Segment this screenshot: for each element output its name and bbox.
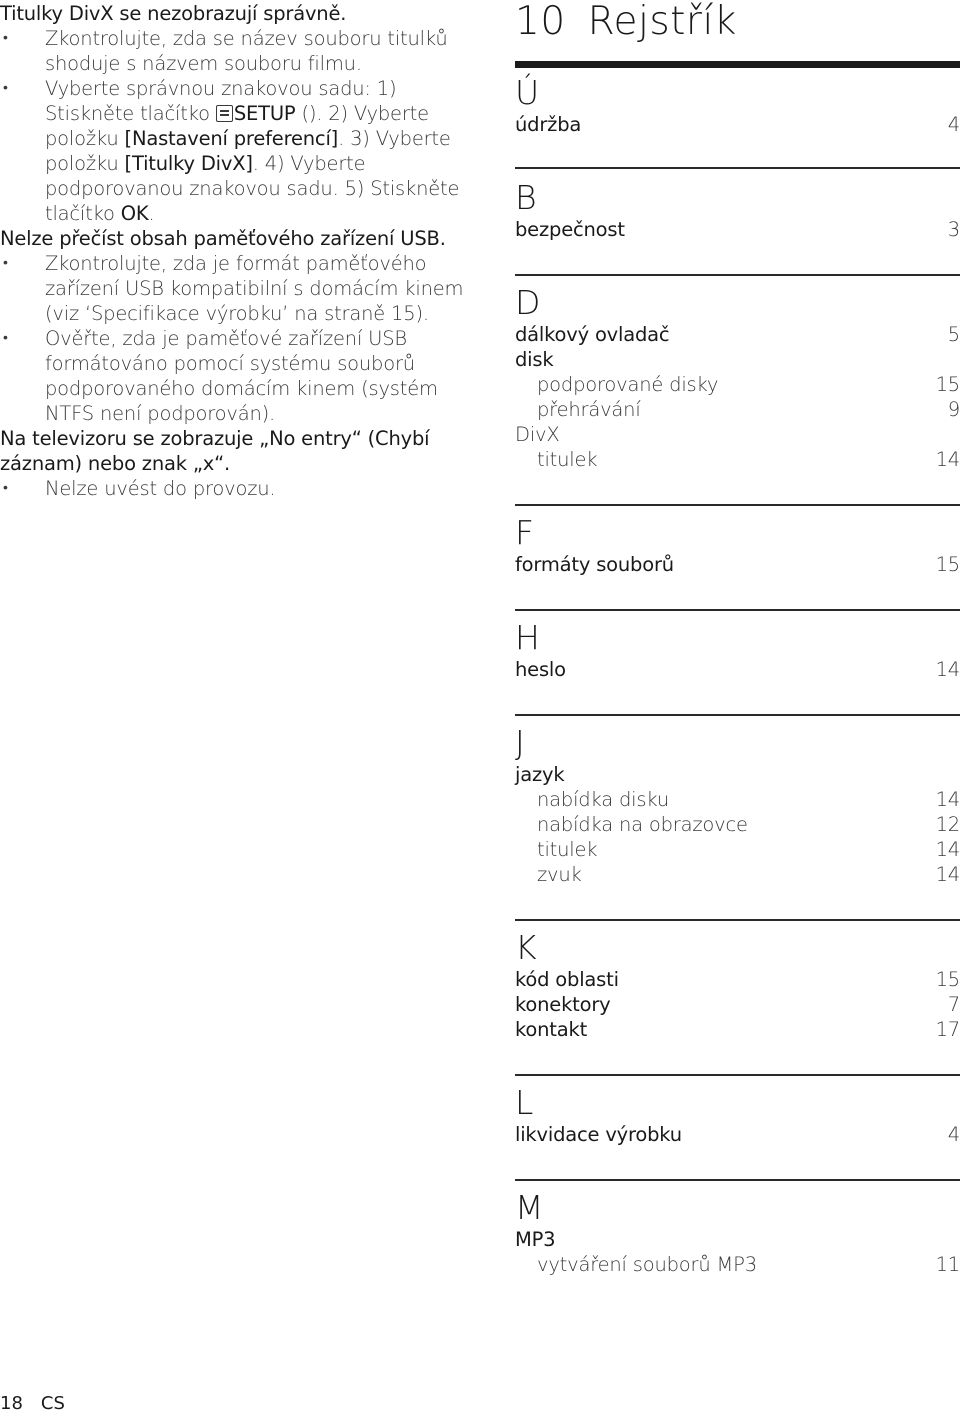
bullet-text: . 4) Vyberte podporovanou znakovou sadu. 5) Stiskněte tlačítko [45,152,460,225]
index-subentry[interactable] [515,397,960,422]
entry-label: vytváření souborů MP3 [537,1253,757,1276]
setup-key-label: SETUP [233,102,296,125]
index-entry[interactable] [515,992,960,1017]
bullet-marker: • [3,330,8,346]
index-subentry[interactable] [515,787,960,812]
entry-page: 14 [935,448,960,471]
bullet-text: (). 2) Vyberte položku [45,102,429,150]
section-letter: Ú [515,73,540,112]
entry-label: formáty souborů [515,553,674,576]
index-entry[interactable] [515,347,960,372]
entry-page: 15 [935,968,960,991]
entry-label: dálkový ovladač [515,323,670,346]
entry-label: nabídka na obrazovce [537,813,748,836]
index-entry[interactable] [515,217,960,242]
index-entry[interactable] [515,1017,960,1042]
index-entry[interactable] [515,1227,960,1252]
ok-key-label: OK [120,202,149,225]
section-letter: H [515,618,540,657]
entry-label: heslo [515,658,566,681]
index-section-f [515,506,960,577]
entry-label: DivX [515,423,560,446]
entry-page: 11 [935,1253,960,1276]
index-subentry[interactable] [515,1252,960,1277]
bullet-marker: • [3,30,8,46]
bullet-text: Vyberte správnou znakovou sadu: 1) Stiskněte tlačítko [45,77,397,125]
entry-page: 17 [935,1018,960,1041]
index-entry[interactable] [515,1122,960,1147]
index-section-j [515,716,960,887]
no-entry-problem-heading: Na televizoru se zobrazuje „No entry“ (Chybí záznam) nebo znak „x“. [0,427,430,475]
section-letter: K [515,928,537,967]
bullet-text: . [148,202,155,225]
chapter-heading [515,0,960,48]
bullet-text: Zkontrolujte, zda se název souboru titulků shoduje s názvem souboru filmu. [45,27,448,75]
chapter-number: 10 [515,0,566,44]
section-letter: M [515,1188,544,1227]
bullet-marker: • [3,480,8,496]
language-code: CS [40,1393,65,1414]
index-subentry[interactable] [515,837,960,862]
divx-subtitles-menu-label: [Titulky DivX] [124,152,253,175]
index-subentry[interactable] [515,447,960,472]
bullet-item [0,476,470,501]
preferences-menu-label: [Nastavení preferencí] [124,127,339,150]
entry-label: konektory [515,993,611,1016]
entry-label: bezpečnost [515,218,625,241]
entry-page: 14 [935,863,960,886]
entry-page: 9 [947,398,960,421]
entry-page: 3 [947,218,960,241]
bullet-text: Nelze uvést do provozu. [45,477,276,500]
entry-label: kód oblasti [515,968,619,991]
entry-label: zvuk [537,863,582,886]
entry-label: údržba [515,113,582,136]
entry-page: 14 [935,788,960,811]
entry-page: 14 [935,658,960,681]
index-section-h [515,611,960,682]
bullet-marker: • [3,255,8,271]
entry-label: MP3 [515,1228,556,1251]
entry-label: podporované disky [537,373,719,396]
index-section-b [515,169,960,242]
index-subentry[interactable] [515,812,960,837]
section-letter: F [515,513,534,552]
entry-label: přehrávání [537,398,641,421]
index-entry[interactable] [515,322,960,347]
section-letter: D [515,283,541,322]
entry-label: nabídka disku [537,788,669,811]
bullet-marker: • [3,80,8,96]
divx-subtitle-problem-heading: Titulky DivX se nezobrazují správně. [0,2,347,25]
bullet-text: Zkontrolujte, zda je formát paměťového zařízení USB kompatibilní s domácím kinem (viz ‘Specifikace výrobku’ na straně 15). [45,252,464,325]
entry-label: likvidace výrobku [515,1123,682,1146]
bullet-item [0,326,470,426]
section-letter: L [515,1083,534,1122]
section-letter: B [515,178,537,217]
page-number: 18 [0,1393,23,1414]
index-column [515,0,960,1277]
troubleshooting-column [0,0,470,501]
bullet-text: . 3) Vyberte položku [45,127,451,175]
entry-page: 4 [947,113,960,136]
entry-page: 12 [935,813,960,836]
entry-label: disk [515,348,554,371]
index-section-l [515,1076,960,1147]
index-entry[interactable] [515,967,960,992]
entry-page: 15 [935,553,960,576]
section-letter: J [515,723,525,762]
usb-problem-heading: Nelze přečíst obsah paměťového zařízení USB. [0,227,446,250]
entry-label: titulek [537,838,598,861]
index-section-m [515,1181,960,1277]
index-entry[interactable] [515,112,960,137]
entry-page: 5 [947,323,960,346]
index-section-u [515,68,960,137]
index-subentry[interactable] [515,862,960,887]
entry-page: 7 [947,993,960,1016]
index-entry[interactable] [515,762,960,787]
entry-page: 15 [935,373,960,396]
index-section-d [515,276,960,472]
index-section-k [515,921,960,1042]
entry-page: 14 [935,838,960,861]
page-footer [0,1392,65,1416]
setup-icon [216,105,233,122]
bullet-item [0,76,470,226]
chapter-divider [515,61,960,68]
index-entry[interactable] [515,552,960,577]
index-entry[interactable] [515,657,960,682]
entry-page: 4 [947,1123,960,1146]
index-entry[interactable] [515,422,960,447]
bullet-item [0,26,470,76]
entry-label: jazyk [515,763,565,786]
entry-label: titulek [537,448,598,471]
bullet-text: Ověřte, zda je paměťové zařízení USB formátováno pomocí systému souborů podporovaného domácím kinem (systém NTFS není podporován). [45,327,438,425]
chapter-title: Rejstřík [587,0,737,44]
bullet-item [0,251,470,326]
entry-label: kontakt [515,1018,588,1041]
index-subentry[interactable] [515,372,960,397]
